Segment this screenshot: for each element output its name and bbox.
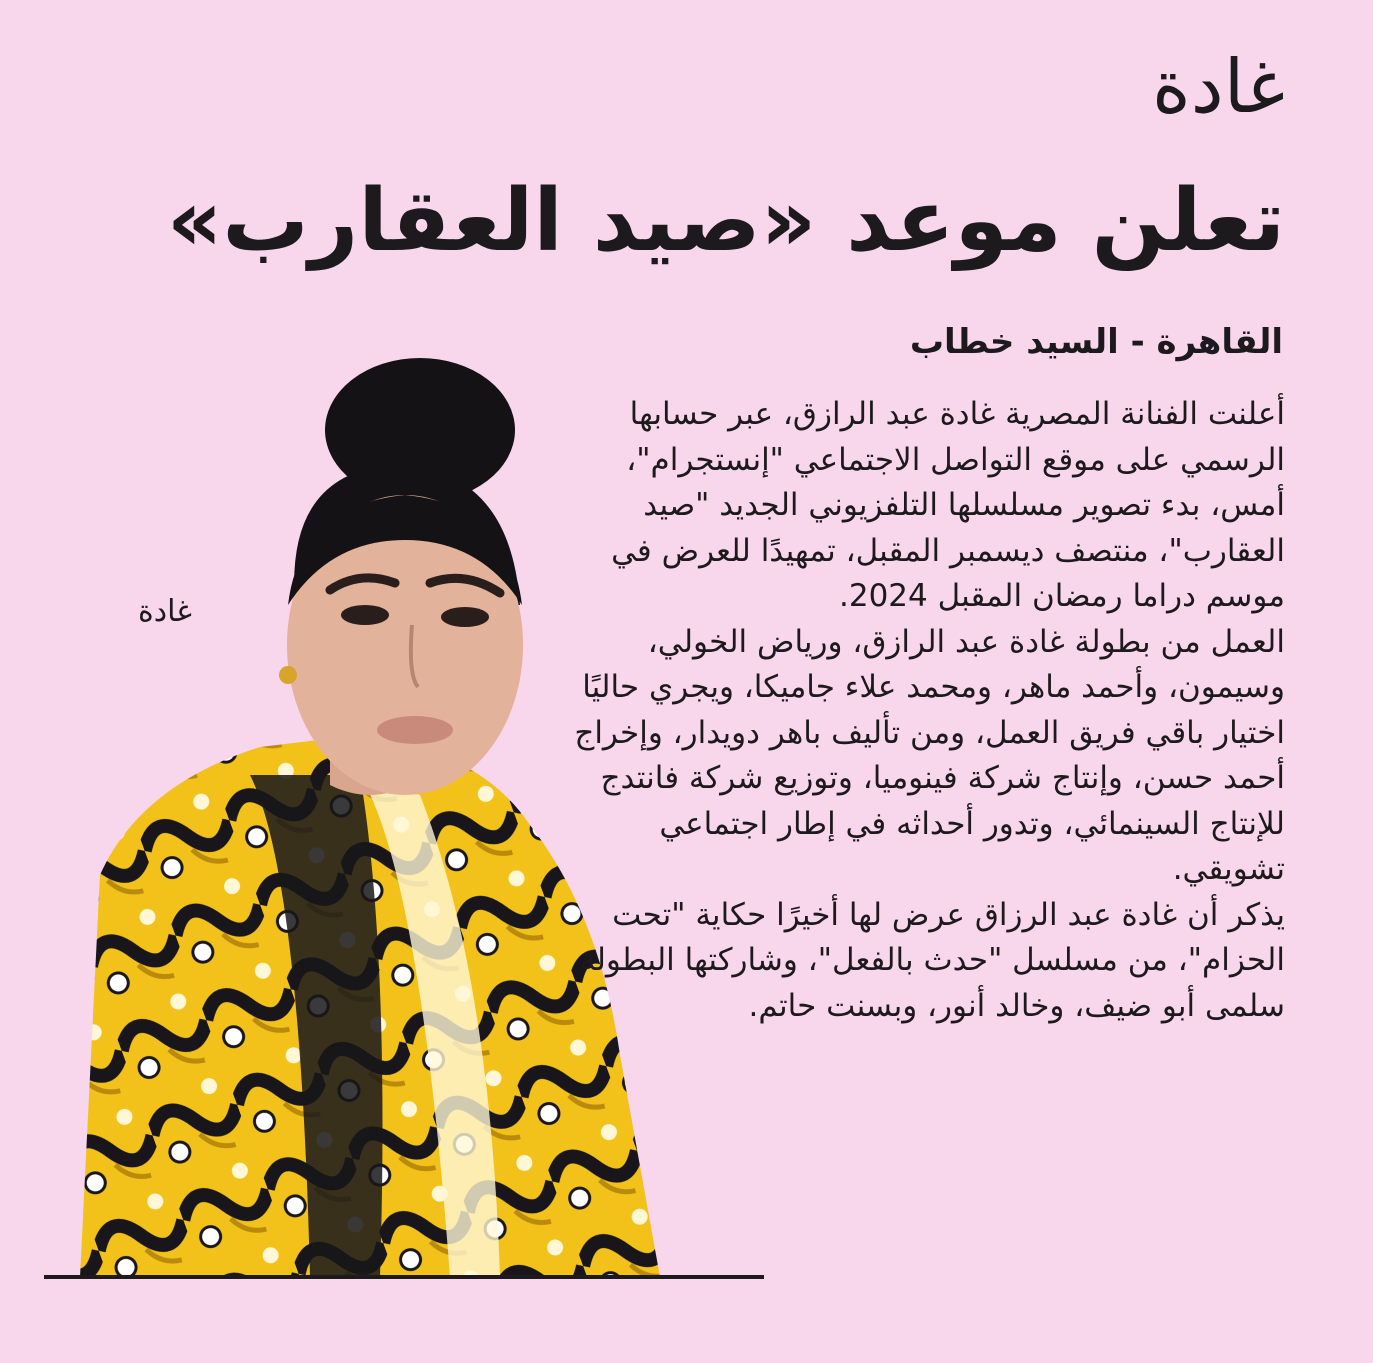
photo-caption: غادة [138, 594, 192, 629]
article-paragraph: يذكر أن غادة عبد الرزاق عرض لها أخيرًا حكاية "تحت الحزام"، من مسلسل "حدث بالفعل"، وشاركتها البطولة سلمى أبو ضيف، وخالد أنور، وبسنت حاتم. [579, 896, 1285, 1024]
article-headline: تعلن موعد «صيد العقارب» [166, 171, 1285, 271]
photo-rule [44, 1275, 764, 1279]
article-byline: القاهرة - السيد خطاب [909, 322, 1283, 362]
article-paragraph: أعلنت الفنانة المصرية غادة عبد الرازق، عبر حسابها الرسمي على موقع التواصل الاجتماعي "إنستجرام"، أمس، بدء تصوير مسلسلها التلفزيوني الجديد "صيد العقارب"، منتصف ديسمبر المقبل، تمهيدًا للعرض في موسم دراما رمضان المقبل 2024. [611, 396, 1285, 614]
article-paragraph: العمل من بطولة غادة عبد الرازق، ورياض الخولي، وسيمون، وأحمد ماهر، ومحمد علاء جاميكا، ويجري حاليًا اختيار باقي فريق العمل، ومن تأليف باهر دويدار، وإخراج أحمد حسن، وإنتاج شركة فينوميا، وتوزيع شركة فانتدج للإنتاج السينمائي، وتدور أحداثه في إطار اجتماعي تشويقي. [574, 623, 1285, 887]
article-body [565, 392, 1285, 1029]
article-kicker: غادة [1152, 44, 1285, 130]
